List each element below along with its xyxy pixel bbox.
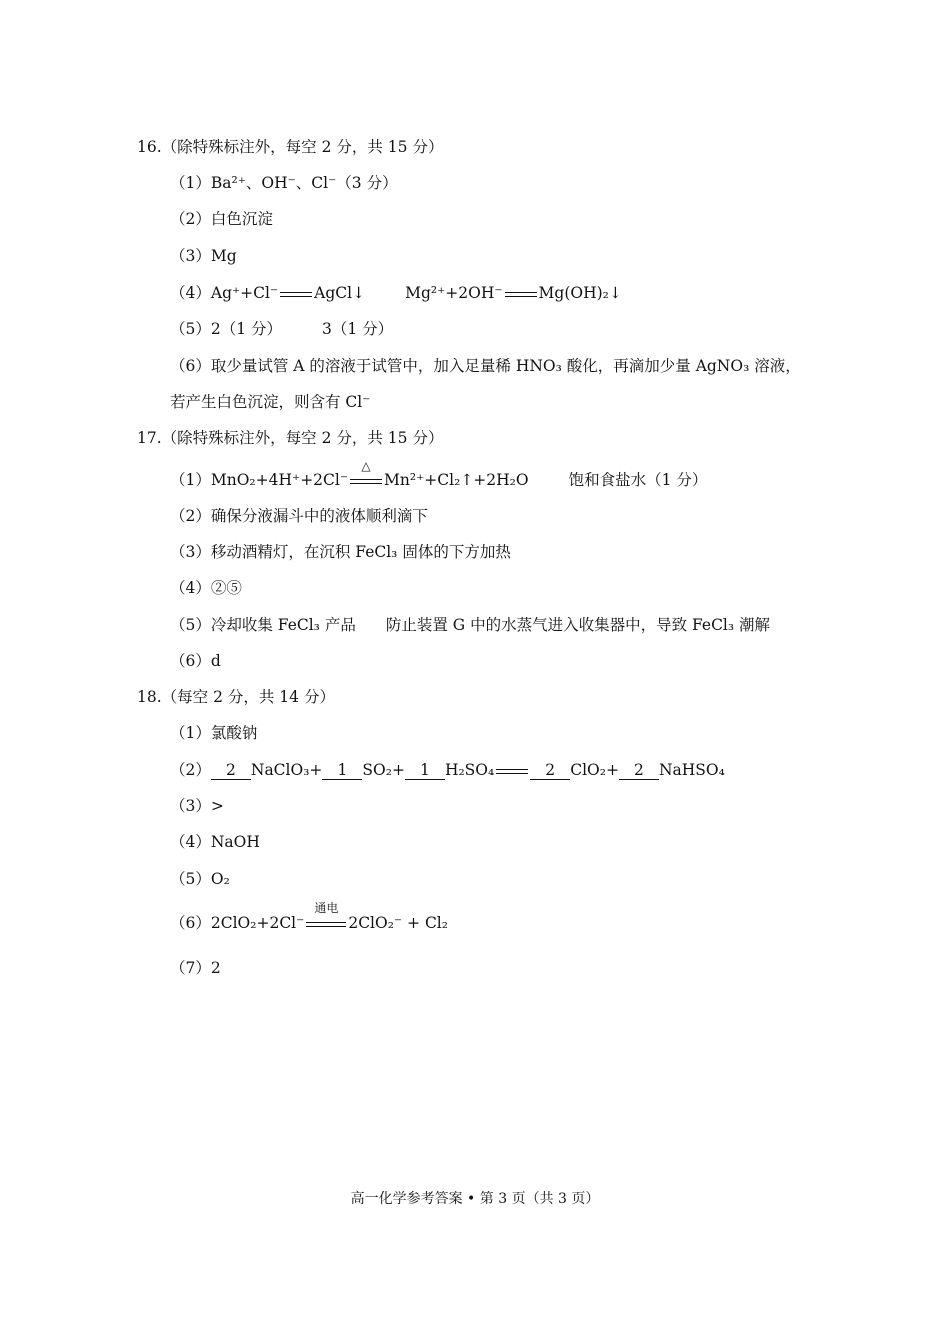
equals-sign (304, 901, 348, 934)
q18-header: 18.（每空 2 分，共 14 分） (137, 688, 335, 706)
q17-header: 17.（除特殊标注外，每空 2 分，共 15 分） (137, 429, 444, 447)
q16-answer-1: （1）Ba²⁺、OH⁻、Cl⁻（3 分） (170, 174, 398, 192)
equation-right: AgCl↓ (314, 284, 366, 302)
q16-header: 16.（除特殊标注外，每空 2 分，共 15 分） (137, 138, 444, 156)
q17-answer-1-number: （1） (170, 471, 211, 489)
q16-answer-5-part1: （5）2（1 分） (170, 320, 283, 338)
q16-answer-4 (170, 283, 622, 304)
q16-answer-5-part2: 3（1 分） (322, 320, 394, 338)
q18-answer-1: （1）氯酸钠 (170, 724, 258, 742)
species: ClO₂+ (570, 761, 619, 779)
equals-sign (278, 284, 314, 304)
equals-sign (503, 284, 539, 304)
coefficient-blank: 2 (211, 762, 251, 780)
equation-right: Mn²⁺+Cl₂↑+2H₂O (384, 471, 529, 489)
q17-answer-5-part2: 防止装置 G 中的水蒸气进入收集器中，导致 FeCl₃ 潮解 (385, 616, 771, 634)
q17-answer-1-part2: 饱和食盐水（1 分） (568, 471, 708, 489)
q16-answer-5 (170, 319, 393, 339)
q17-answer-2: （2）确保分液漏斗中的液体顺利滴下 (170, 507, 428, 525)
q16-answer-3: （3）Mg (170, 247, 237, 265)
equation-left: MnO₂+4H⁺+2Cl⁻ (210, 471, 349, 489)
q16-answer-4-number: （4） (170, 284, 211, 302)
q17-answer-1 (170, 459, 708, 491)
species: NaHSO₄ (658, 761, 725, 779)
q18-answer-4: （4）NaOH (170, 833, 260, 851)
electrolysis-condition: 通电 (314, 901, 339, 915)
q18-answer-3: （3）> (170, 797, 224, 815)
q18-answer-5: （5）O₂ (170, 870, 230, 888)
equation-left: Ag⁺+Cl⁻ (210, 284, 279, 302)
equals-sign (494, 761, 530, 781)
species: NaClO₃+ (250, 761, 323, 779)
equals-sign (348, 459, 384, 491)
equation-right: Mg(OH)₂↓ (538, 284, 622, 302)
coefficient-blank: 1 (405, 762, 445, 780)
q18-answer-2 (170, 760, 725, 781)
species: H₂SO₄ (444, 761, 495, 779)
equation-left: 2ClO₂+2Cl⁻ (210, 914, 305, 932)
q18-answer-7: （7）2 (170, 959, 221, 977)
q16-answer-2: （2）白色沉淀 (170, 210, 273, 228)
coefficient-blank: 1 (322, 762, 362, 780)
equation-left: Mg²⁺+2OH⁻ (405, 284, 503, 302)
coefficient-blank: 2 (530, 762, 570, 780)
q17-answer-5 (170, 615, 770, 635)
q18-answer-6 (170, 901, 448, 934)
page-footer: 高一化学参考答案 • 第 3 页（共 3 页） (350, 1191, 600, 1207)
q17-answer-6: （6）d (170, 652, 221, 670)
coefficient-blank: 2 (619, 762, 659, 780)
q17-answer-4: （4）②⑤ (170, 579, 242, 597)
q18-answer-2-number: （2） (170, 761, 211, 779)
species: SO₂+ (362, 761, 405, 779)
q17-answer-5-part1: （5）冷却收集 FeCl₃ 产品 (170, 616, 356, 634)
equation-right: 2ClO₂⁻ + Cl₂ (348, 914, 448, 932)
q18-answer-6-number: （6） (170, 914, 211, 932)
heat-condition: △ (361, 459, 371, 473)
q16-answer-6-line2: 若产生白色沉淀，则含有 Cl⁻ (170, 393, 371, 411)
q16-answer-6-line1: （6）取少量试管 A 的溶液于试管中，加入足量稀 HNO₃ 酸化，再滴加少量 AgNO₃ 溶液， (170, 357, 801, 375)
q17-answer-3: （3）移动酒精灯，在沉积 FeCl₃ 固体的下方加热 (170, 543, 511, 561)
